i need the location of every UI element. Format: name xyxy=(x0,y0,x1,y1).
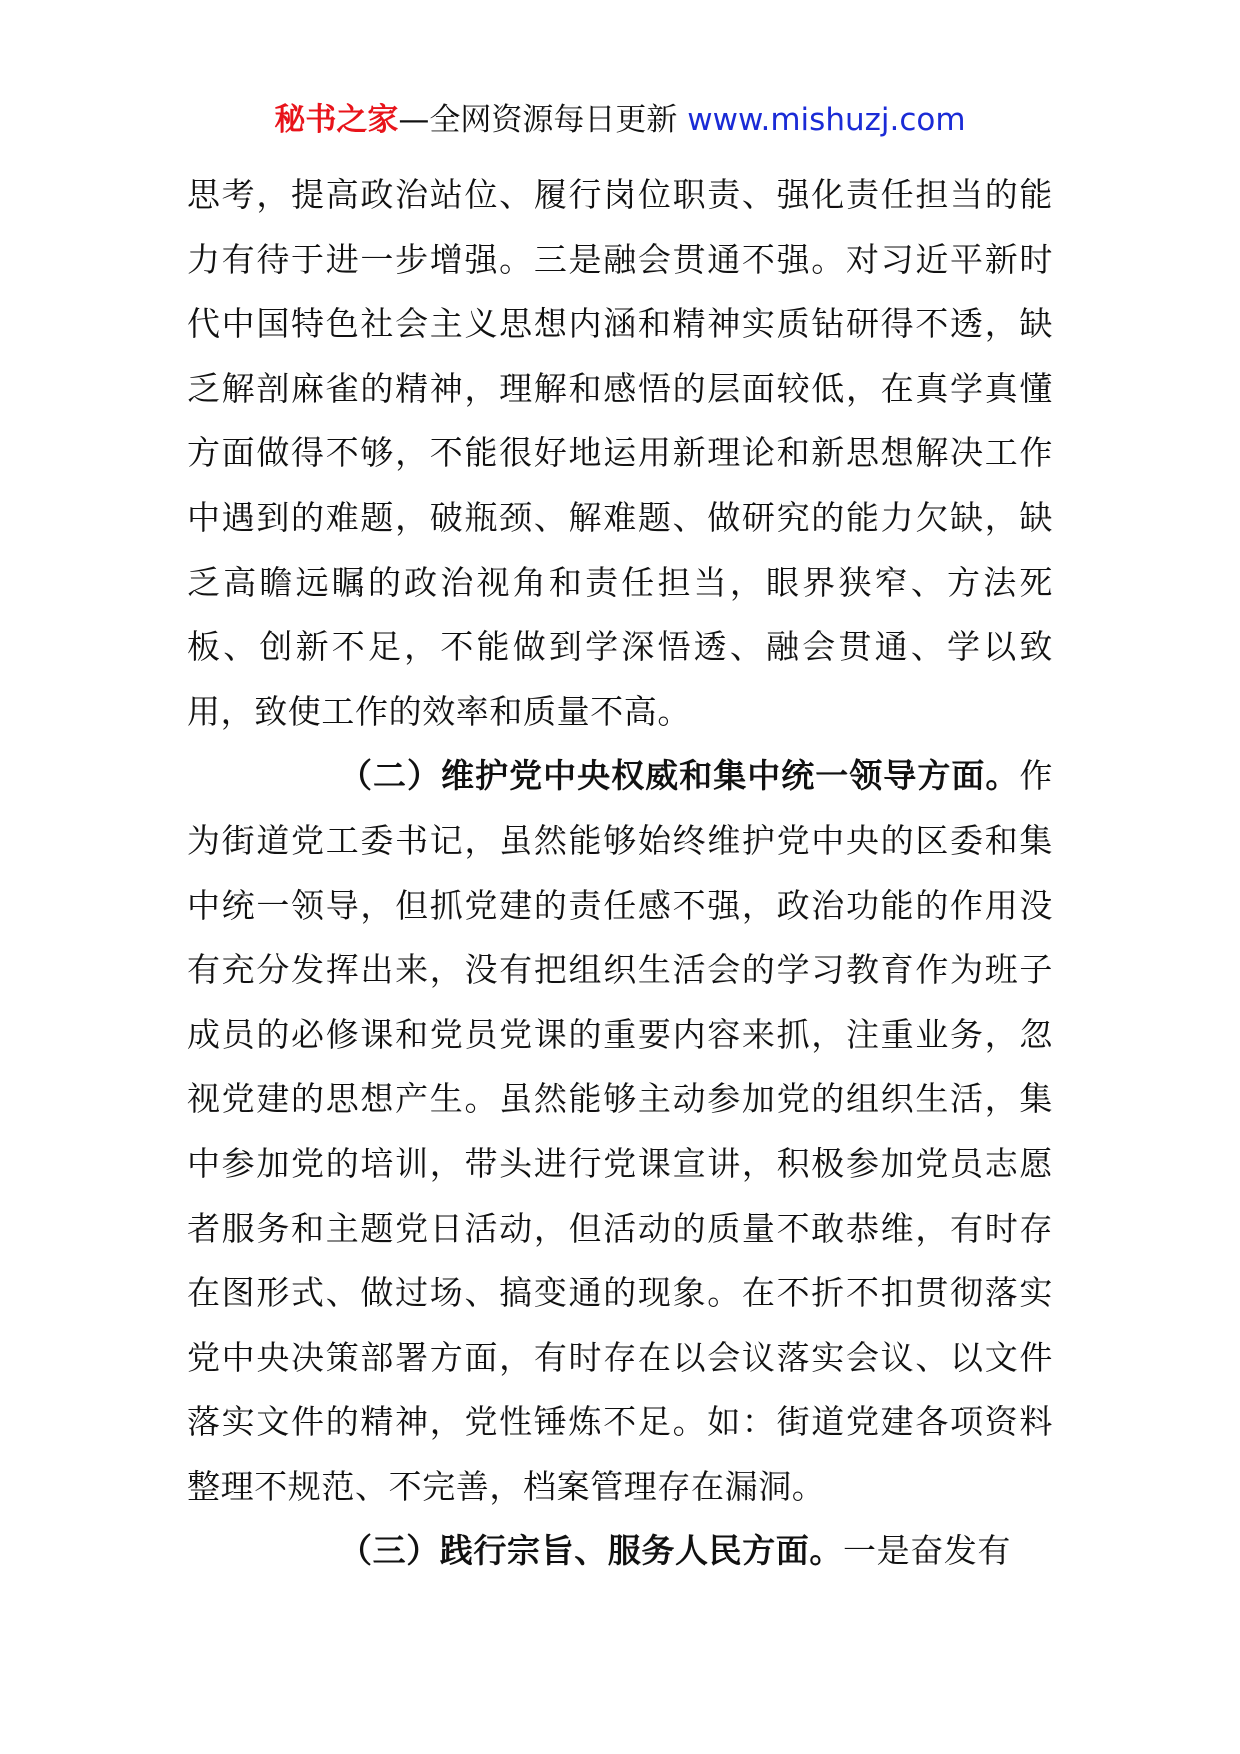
paragraph-1 xyxy=(187,163,1053,744)
site-tagline: —全网资源每日更新 xyxy=(398,102,688,138)
section-heading-2: （二）维护党中央权威和集中统一领导方面。 xyxy=(339,756,1020,796)
paragraph-3 xyxy=(187,1519,1053,1584)
site-url[interactable]: www.mishuzj.com xyxy=(687,102,966,138)
paragraph-2 xyxy=(187,744,1053,1519)
watermark-header xyxy=(0,98,1240,142)
document-body xyxy=(187,163,1053,1584)
paragraph-1-text: 思考，提高政治站位、履行岗位职责、强化责任担当的能力有待于进一步增强。三是融会贯通不强。对习近平新时代中国特色社会主义思想内涵和精神实质钻研得不透，缺乏解剖麻雀的精神，理解和感悟的层面较低，在真学真懂方面做得不够，不能很好地运用新理论和新思想解决工作中遇到的难题，破瓶颈、解难题、做研究的能力欠缺，缺乏高瞻远瞩的政治视角和责任担当，眼界狭窄、方法死板、创新不足，不能做到学深悟透、融会贯通、学以致用，致使工作的效率和质量不高。 xyxy=(187,175,1053,731)
paragraph-3-text: 一是奋发有 xyxy=(843,1531,1011,1571)
paragraph-2-text: 作为街道党工委书记，虽然能够始终维护党中央的区委和集中统一领导，但抓党建的责任感不强，政治功能的作用没有充分发挥出来，没有把组织生活会的学习教育作为班子成员的必修课和党员党课的重要内容来抓，注重业务，忽视党建的思想产生。虽然能够主动参加党的组织生活，集中参加党的培训，带头进行党课宣讲，积极参加党员志愿者服务和主题党日活动，但活动的质量不敢恭维，有时存在图形式、做过场、搞变通的现象。在不折不扣贯彻落实党中央决策部署方面，有时存在以会议落实会议、以文件落实文件的精神，党性锤炼不足。如：街道党建各项资料整理不规范、不完善，档案管理存在漏洞。 xyxy=(187,756,1053,1506)
site-brand: 秘书之家 xyxy=(274,102,399,138)
section-heading-3: （三）践行宗旨、服务人民方面。 xyxy=(339,1531,843,1571)
